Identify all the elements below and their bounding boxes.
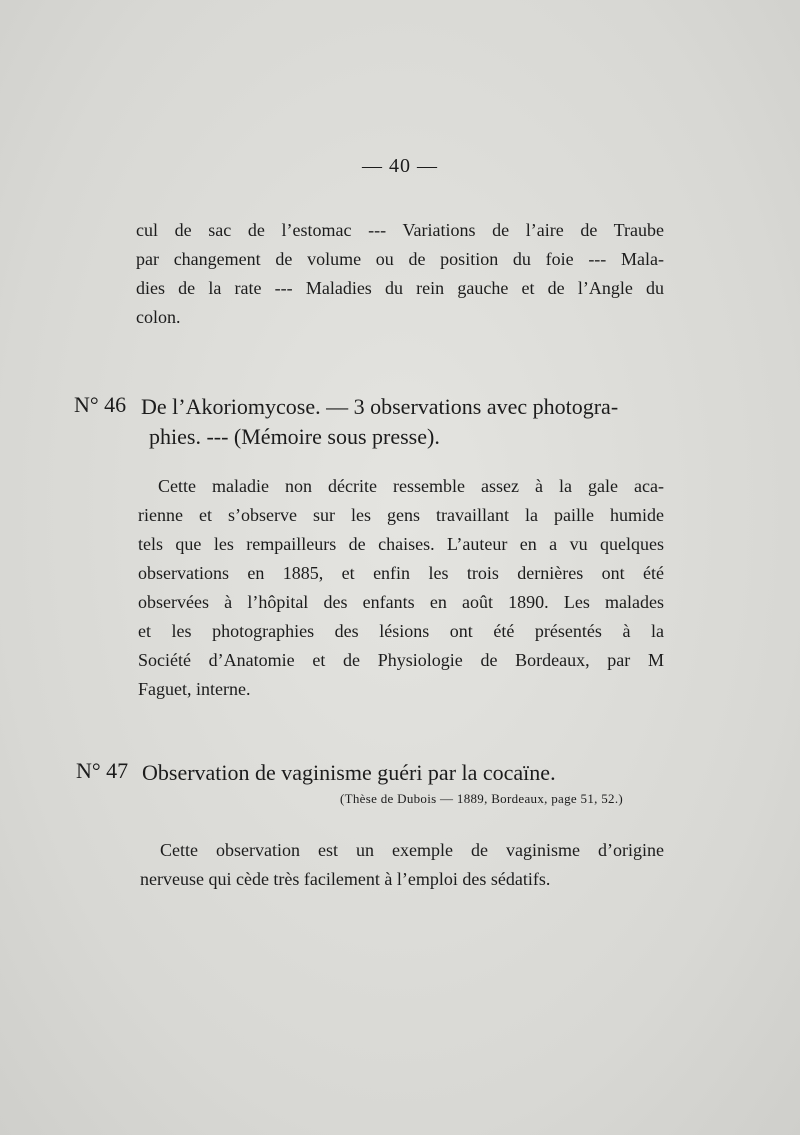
entry-46-body-line: tels que les rempailleurs de chaises. L’auteur en a vu quelques <box>138 534 664 554</box>
entry-47-citation: (Thèse de Dubois — 1889, Bordeaux, page 51, 52.) <box>340 791 624 806</box>
entry-46-body-line: rienne et s’observe sur les gens travaillant la paille humide <box>138 505 664 525</box>
entry-46-body-line: Société d’Anatomie et de Physiologie de Bordeaux, par M <box>138 650 664 670</box>
entry-47-title-line: Observation de vaginisme guéri par la cocaïne. <box>142 760 556 785</box>
entry-46-body-line: Faguet, interne. <box>138 679 251 699</box>
entry-46-title-line: De l’Akoriomycose. — 3 observations avec photogra- <box>141 394 619 419</box>
intro-line: par changement de volume ou de position du foie --- Mala- <box>136 249 664 269</box>
page-number: — 40 — <box>362 155 438 177</box>
entry-46-body-line: Cette maladie non décrite ressemble assez à la gale aca- <box>158 476 664 496</box>
entry-47-number: N° 47 <box>76 758 129 783</box>
intro-line: colon. <box>136 307 181 327</box>
entry-46-body-line: observées à l’hôpital des enfants en août 1890. Les malades <box>138 592 664 612</box>
entry-46-title <box>141 392 666 452</box>
entry-46-body <box>138 472 664 704</box>
intro-line: cul de sac de l’estomac --- Variations de l’aire de Traube <box>136 220 664 240</box>
entry-47-title <box>142 758 662 788</box>
entry-46-body-line: et les photographies des lésions ont été présentés à la <box>138 621 664 641</box>
entry-46-title-line: phies. --- (Mémoire sous presse). <box>149 424 440 449</box>
intro-paragraph <box>136 216 664 332</box>
intro-line: dies de la rate --- Maladies du rein gauche et de l’Angle du <box>136 278 664 298</box>
entry-47-body-line: Cette observation est un exemple de vaginisme d’origine <box>160 840 664 860</box>
entry-47-body <box>140 836 664 894</box>
entry-47-body-line: nerveuse qui cède très facilement à l’emploi des sédatifs. <box>140 869 551 889</box>
entry-46-number: N° 46 <box>74 392 127 417</box>
entry-46-body-line: observations en 1885, et enfin les trois dernières ont été <box>138 563 664 583</box>
